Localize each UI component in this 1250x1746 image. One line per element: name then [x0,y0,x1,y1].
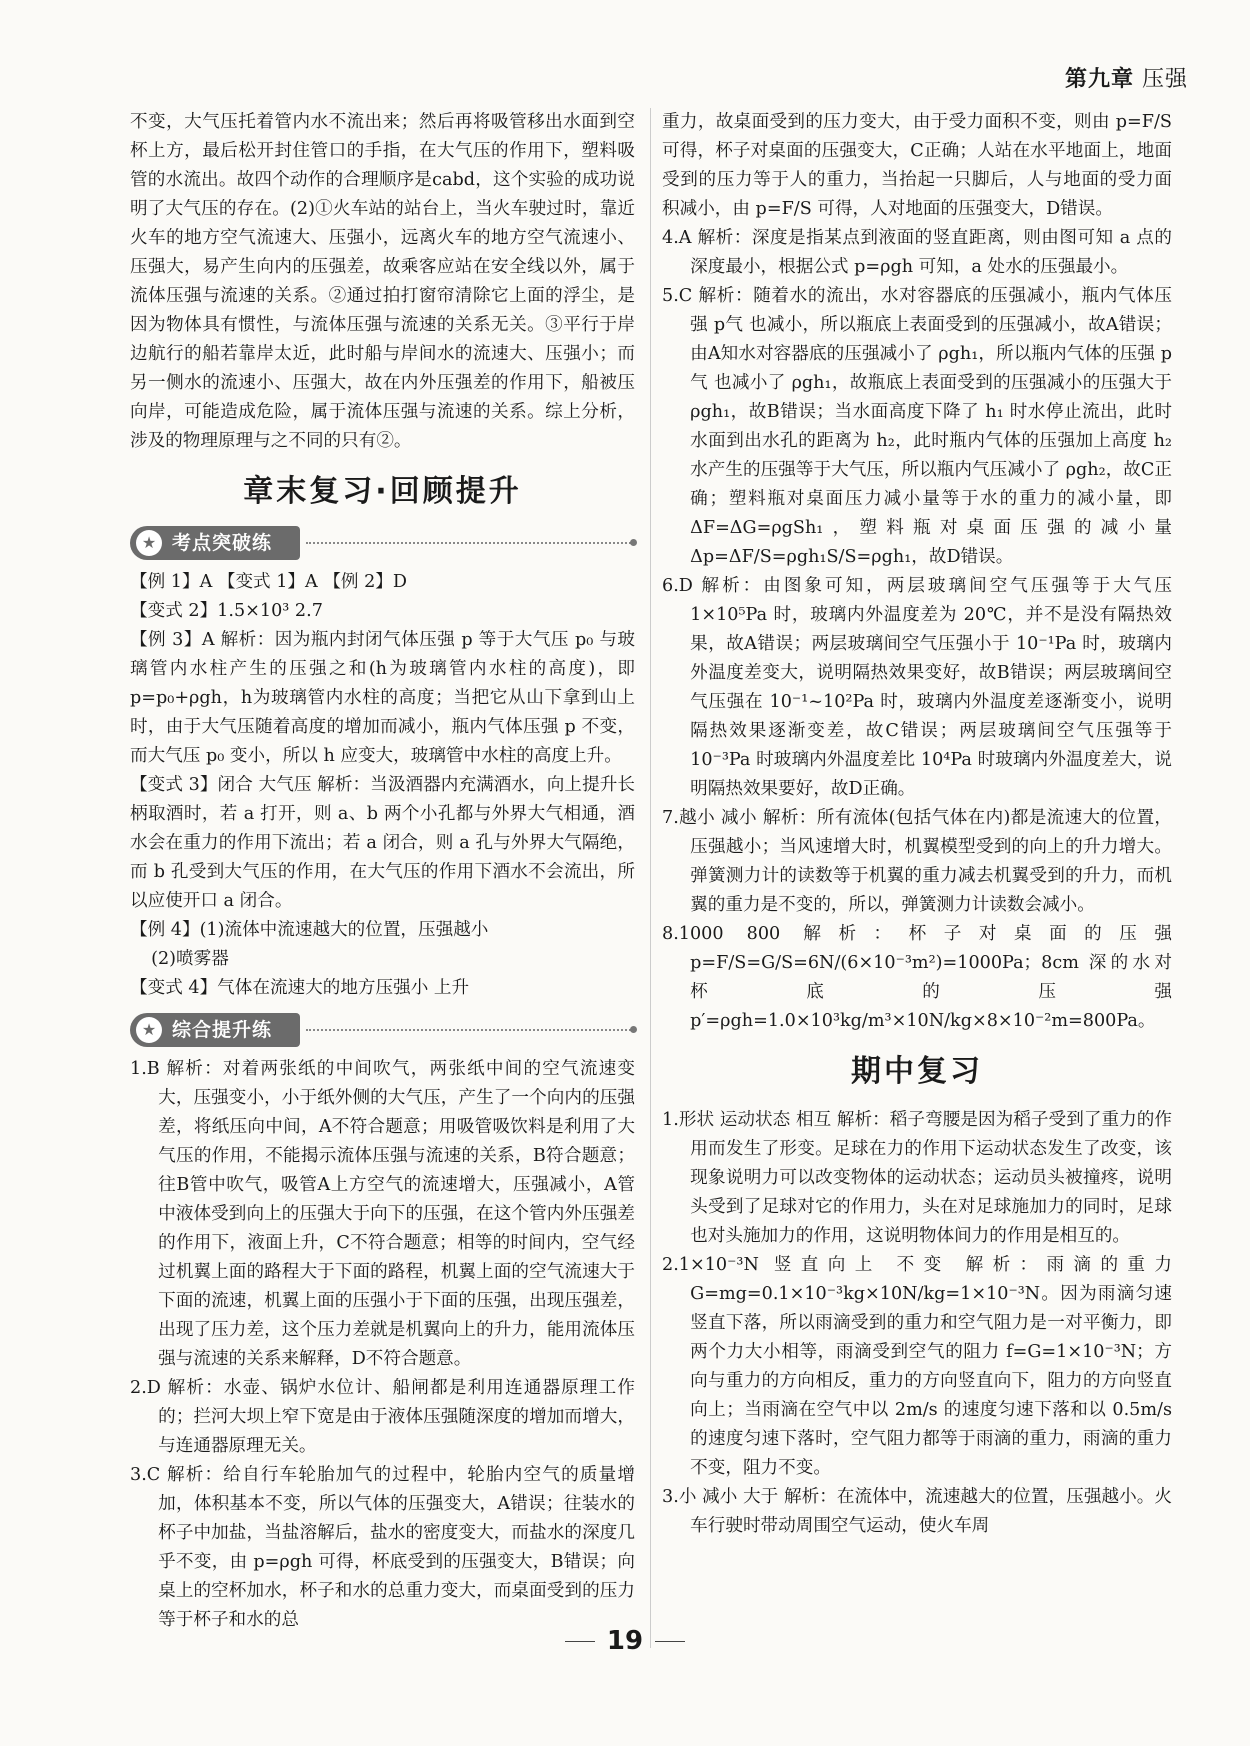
banner-dotted-line [306,542,635,544]
question-answer: 3.C 解析：给自行车轮胎加气的过程中，轮胎内空气的质量增加，体积基本不变，所以气体的压强变大，A错误；往装水的杯子中加盐，当盐溶解后，盐水的密度变大，而盐水的深度几乎不变，由 p=ρgh 可得，杯底受到的压强变大，B错误；向桌上的空杯加水，杯子和水的总重力变大，而桌面受到的压力等于杯子和水的总 [130,1465,635,1630]
banner-label: 考点突破练 [172,532,273,554]
question-answer: 7.越小 减小 解析：所有流体(包括气体在内)都是流速大的位置，压强越小；当风速增大时，机翼模型受到的向上的升力增大。弹簧测力计的读数等于机翼的重力减去机翼受到的升力，而机翼的重力是不变的，所以，弹簧测力计读数会减小。 [662,808,1172,915]
column-divider [650,108,651,1648]
answer-line: 【变式 2】1.5×10³ 2.7 [130,601,323,621]
answer-line: 【例 3】A 解析：因为瓶内封闭气体压强 p 等于大气压 p₀ 与玻璃管内水柱产生的压强之和(h为玻璃管内水柱的高度)，即 p=p₀+ρgh，h为玻璃管内水柱的高度；当把它从山下拿到山上时，由于大气压随着高度的增加而减小，瓶内气体压强 p 不变，而大气压 p₀ 变小，所以 h 应变大，玻璃管中水柱的高度上升。 [130,630,635,766]
answer-line: 【例 4】(1)流体中流速越大的位置，压强越小 [130,920,489,940]
page-number-text: 19 [606,1626,644,1656]
answer-line: 【变式 4】气体在流速大的地方压强小 上升 [130,978,470,998]
page-number [0,1626,1250,1656]
continued-paragraph: 重力，故桌面受到的压力变大，由于受力面积不变，则由 p=F/S 可得，杯子对桌面的压强变大，C正确；人站在水平地面上，地面受到的压力等于人的重力，当抬起一只脚后，人与地面的受力面积减小，由 p=F/S 可得，人对地面的压强变大，D错误。 [662,112,1172,219]
answer-line: 【变式 3】闭合 大气压 解析：当汲酒器内充满酒水，向上提升长柄取酒时，若 a 打开，则 a、b 两个小孔都与外界大气相通，酒水会在重力的作用下流出；若 a 闭合，则 a 孔与外界大气隔绝，而 b 孔受到大气压的作用，在大气压的作用下酒水不会流出，所以应使开口 a 闭合。 [130,775,635,911]
banner-comprehensive [130,1013,635,1047]
running-header [1065,62,1188,93]
question-answer: 1.形状 运动状态 相互 解析：稻子弯腰是因为稻子受到了重力的作用而发生了形变。足球在力的作用下运动状态发生了改变，该现象说明力可以改变物体的运动状态；运动员头被撞疼，说明头受到了足球对它的作用力，头在对足球施加力的同时，足球也对头施加力的作用，这说明物体间力的作用是相互的。 [662,1110,1172,1246]
banner-label: 综合提升练 [172,1019,273,1041]
section-title-midterm: 期中复习 [851,1054,983,1089]
runner-icon: ★ [136,530,162,556]
intro-paragraph: 不变，大气压托着管内水不流出来；然后再将吸管移出水面到空杯上方，最后松开封住管口的手指，在大气压的作用下，塑料吸管的水流出。故四个动作的合理顺序是cabd，这个实验的成功说明了大气压的存在。(2)①火车站的站台上，当火车驶过时，靠近火车的地方空气流速大、压强小，远离火车的地方空气流速小、压强大，易产生向内的压强差，故乘客应站在安全线以外，属于流体压强与流速的关系。②通过拍打窗帘清除它上面的浮尘，是因为物体具有惯性，与流体压强与流速的关系无关。③平行于岸边航行的船若靠岸太近，此时船与岸间水的流速大、压强小；而另一侧水的流速小、压强大，故在内外压强差的作用下，船被压向岸，可能造成危险，属于流体压强与流速的关系。综上分析，涉及的物理原理与之不同的只有②。 [130,112,635,451]
question-answer: 2.D 解析：水壶、锅炉水位计、船闸都是利用连通器原理工作的；拦河大坝上窄下宽是由于液体压强随深度的增加而增大，与连通器原理无关。 [130,1378,635,1456]
question-answer: 2.1×10⁻³N 竖直向上 不变 解析：雨滴的重力 G=mg=0.1×10⁻³kg×10N/kg=1×10⁻³N。因为雨滴匀速竖直下落，所以雨滴受到的重力和空气阻力是一对平衡力，即两个力大小相等，雨滴受到空气的阻力 f=G=1×10⁻³N；方向与重力的方向相反，重力的方向竖直向下，阻力的方向竖直向上；当雨滴在空气中以 2m/s 的速度匀速下落和以 0.5m/s 的速度匀速下落时，空气阻力都等于雨滴的重力，雨滴的重力不变，阻力不变。 [662,1255,1172,1478]
question-answer: 3.小 减小 大于 解析：在流体中，流速越大的位置，压强越小。火车行驶时带动周围空气运动，使火车周 [662,1487,1172,1536]
dash-left [565,1641,595,1642]
banner-dotted-line [306,1029,635,1031]
banner-key-points [130,526,635,560]
runner-icon: ★ [136,1017,162,1043]
question-answer: 6.D 解析：由图象可知，两层玻璃间空气压强等于大气压 1×10⁵Pa 时，玻璃内外温度差为 20℃，并不是没有隔热效果，故A错误；两层玻璃间空气压强小于 10⁻¹Pa 时，玻璃内外温度差变大，说明隔热效果变好，故B错误；两层玻璃间空气压强在 10⁻¹~10²Pa 时，玻璃内外温度差逐渐变小，说明隔热效果逐渐变差，故C错误；两层玻璃间空气压强等于 10⁻³Pa 时玻璃内外温度差比 10⁴Pa 时玻璃内外温度差大，说明隔热效果要好，故D正确。 [662,576,1172,799]
section-title-review: 章末复习·回顾提升 [243,474,522,509]
chapter-number: 第九章 [1064,67,1134,92]
question-answer: 5.C 解析：随着水的流出，水对容器底的压强减小，瓶内气体压强 p气 也减小，所以瓶底上表面受到的压强减小，故A错误；由A知水对容器底的压强减小了 ρgh₁，所以瓶内气体的压强 p气 也减小了 ρgh₁，故瓶底上表面受到的压强减小的压强大于 ρgh₁，故B错误；当水面高度下降了 h₁ 时水停止流出，此时水面到出水孔的距离为 h₂，此时瓶内气体的压强加上高度 h₂ 水产生的压强等于大气压，所以瓶内气压减小了 ρgh₂，故C正确；塑料瓶对桌面压力减小量等于水的重力的减小量，即 ΔF=ΔG=ρgSh₁，塑料瓶对桌面压强的减小量 Δp=ΔF/S=ρgh₁S/S=ρgh₁，故D错误。 [662,286,1172,567]
answer-line: (2)喷雾器 [151,949,229,969]
dash-right [655,1641,685,1642]
right-column [662,108,1172,1541]
question-answer: 4.A 解析：深度是指某点到液面的竖直距离，则由图可知 a 点的深度最小，根据公式 p=ρgh 可知，a 处水的压强最小。 [662,228,1172,277]
left-column [130,108,635,1635]
answer-line: 【例 1】A 【变式 1】A 【例 2】D [130,572,407,592]
question-answer: 1.B 解析：对着两张纸的中间吹气，两张纸中间的空气流速变大，压强变小，小于纸外侧的大气压，产生了一个向内的压强差，将纸压向中间，A不符合题意；用吸管吸饮料是利用了大气压的作用，不能揭示流体压强与流速的关系，B符合题意；往B管中吹气，吸管A上方空气的流速增大，压强减小，A管中液体受到向上的压强大于向下的压强，在这个管内外压强差的作用下，液面上升，C不符合题意；相等的时间内，空气经过机翼上面的路程大于下面的路程，机翼上面的空气流速大于下面的流速，机翼上面的压强小于下面的压强，出现压强差，出现了压力差，这个压力差就是机翼向上的升力，能用流体压强与流速的关系来解释，D不符合题意。 [130,1059,635,1369]
question-answer: 8.1000 800 解析：杯子对桌面的压强 p=F/S=G/S=6N/(6×10⁻³m²)=1000Pa；8cm 深的水对杯底的压强 p′=ρgh=1.0×10³kg/m³×10N/kg×8×10⁻²m=800Pa。 [662,924,1172,1031]
chapter-title: 压强 [1141,67,1188,92]
